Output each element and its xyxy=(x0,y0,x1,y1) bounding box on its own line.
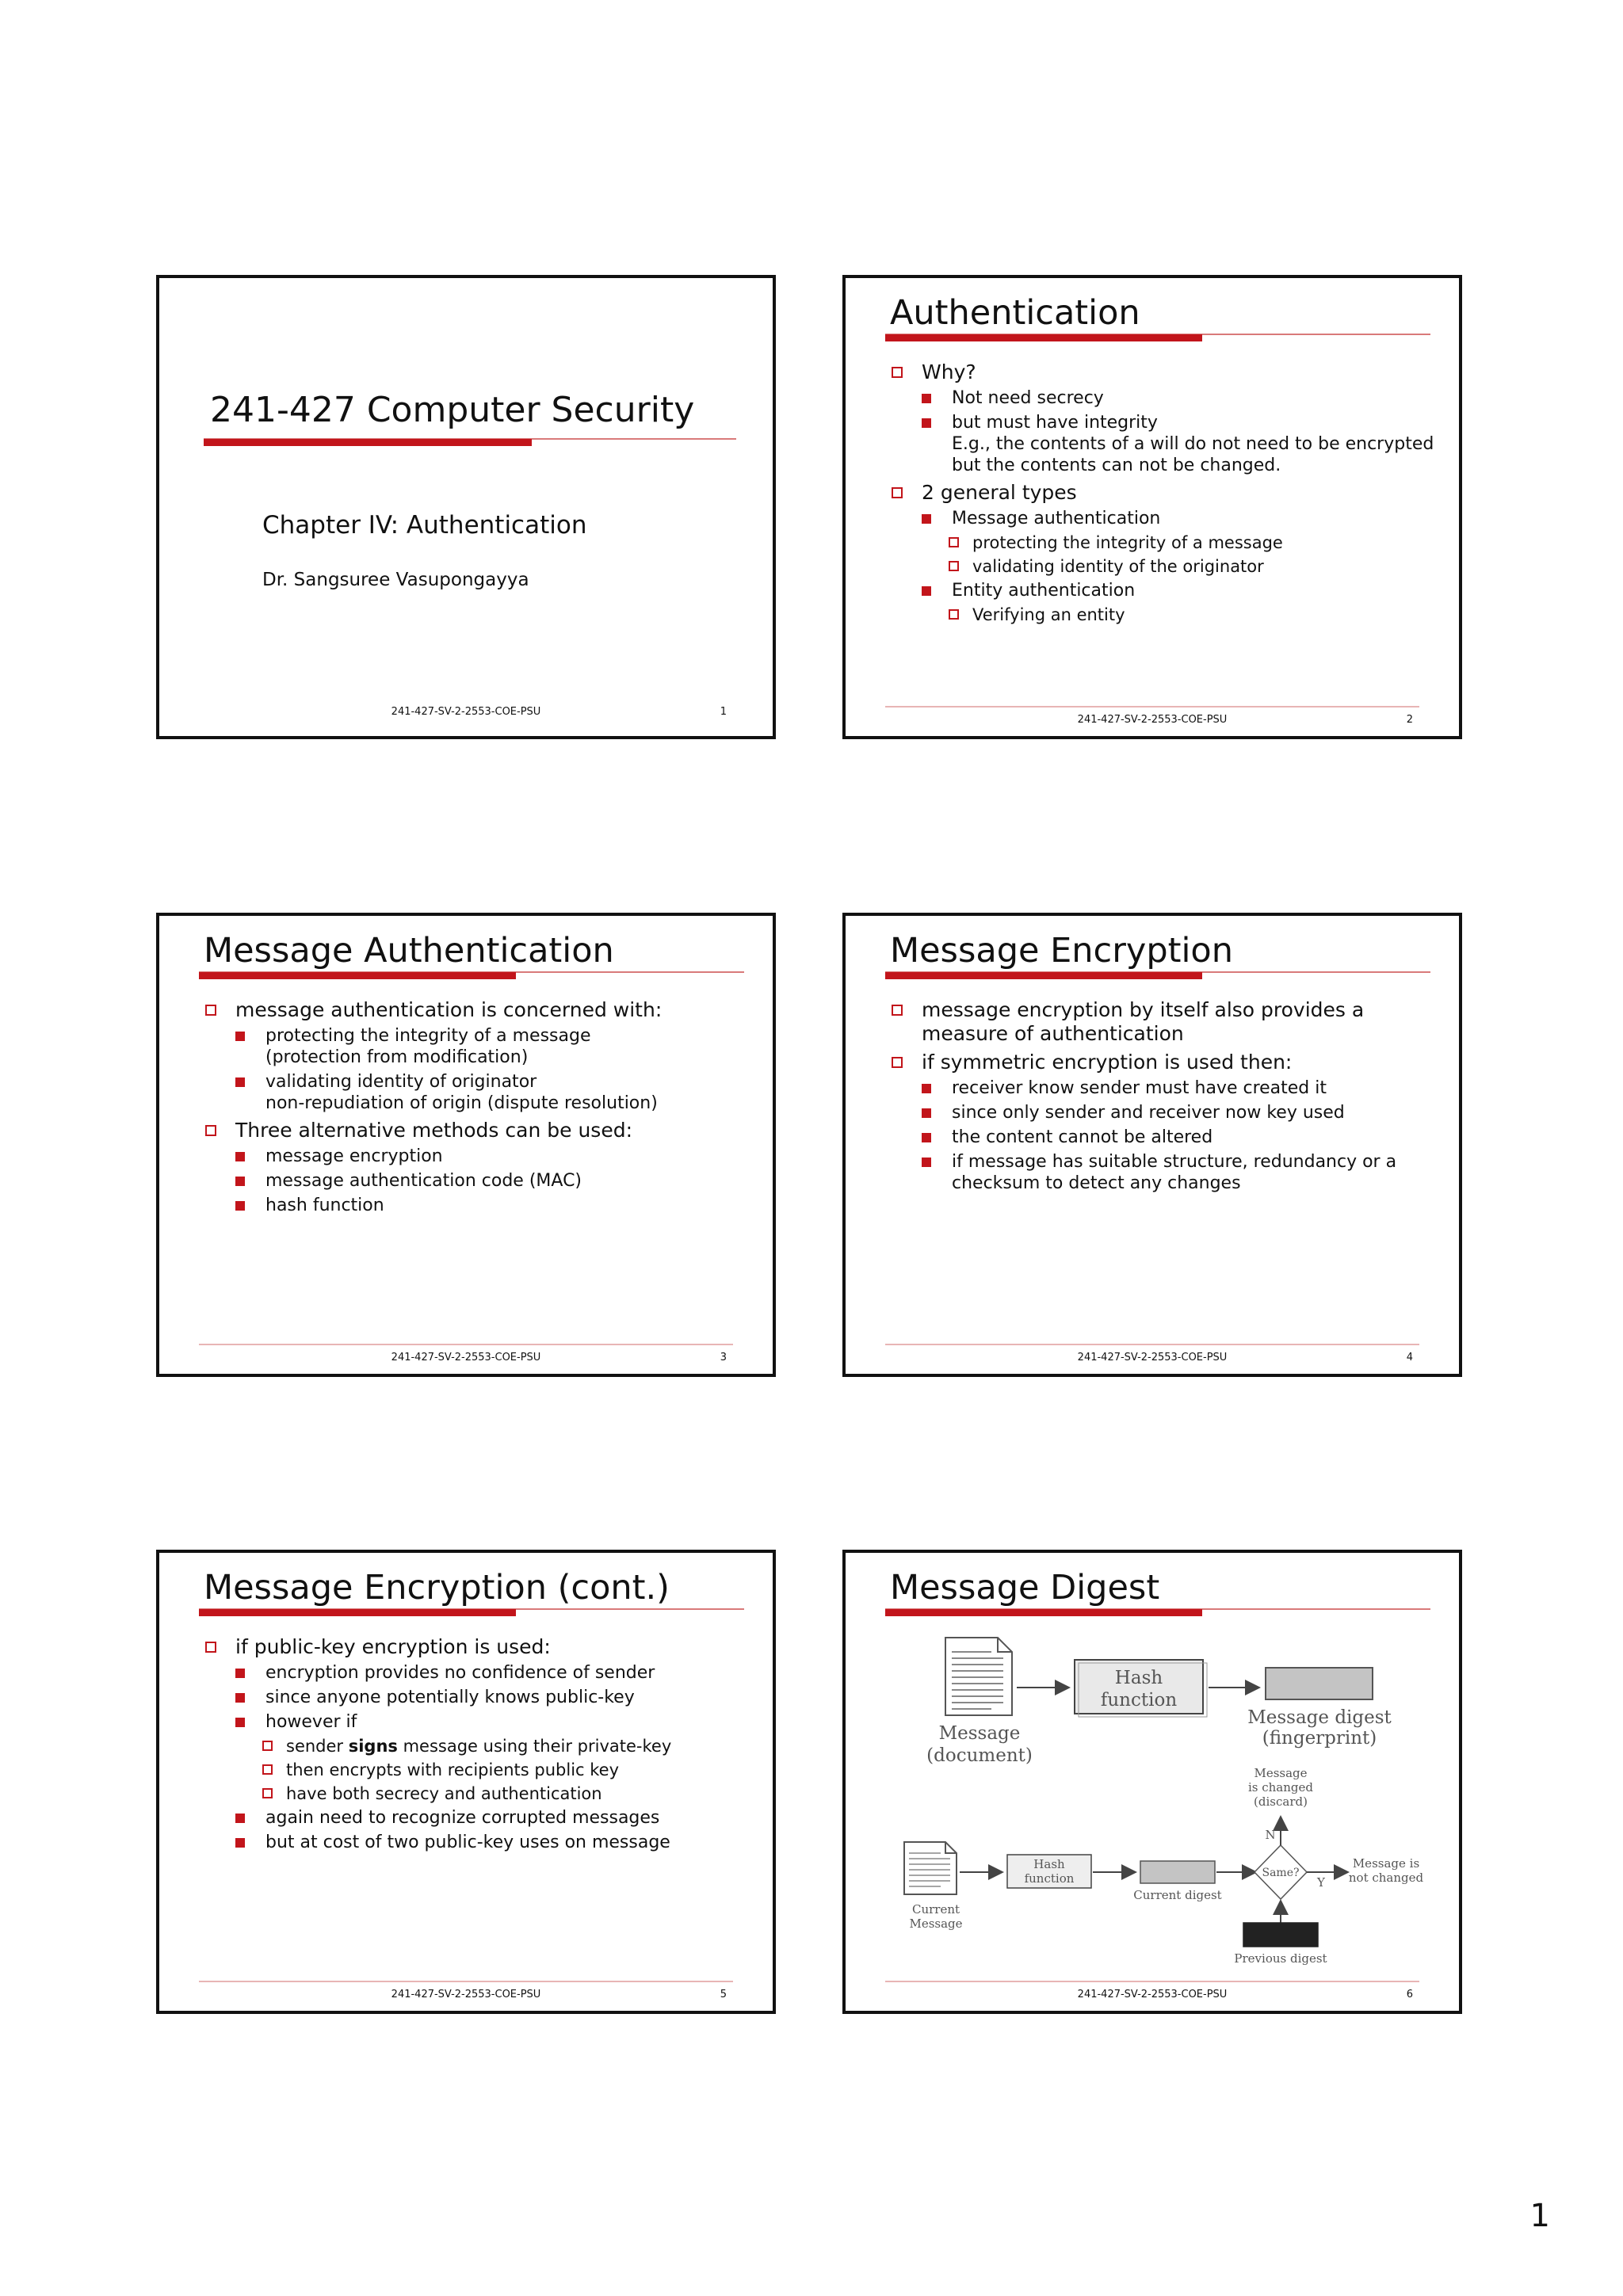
solid-square-bullet-icon xyxy=(922,418,931,428)
hollow-square-bullet-icon xyxy=(262,1741,273,1751)
slide-2 xyxy=(842,275,1462,739)
message-digest-diagram xyxy=(880,1628,1435,1969)
bullet-continuation: E.g., the contents of a will do not need to be encrypted but the contents can not be changed. xyxy=(952,434,1434,475)
solid-square-bullet-icon xyxy=(235,1838,245,1848)
hollow-square-bullet-icon xyxy=(892,367,903,378)
bullet-item: validating identity of originator xyxy=(235,1071,749,1093)
slide-title: Message Encryption (cont.) xyxy=(204,1568,670,1608)
hollow-square-bullet-icon xyxy=(949,609,959,620)
label-current: Current xyxy=(911,1902,960,1917)
title-accent-bar xyxy=(199,972,516,979)
slide-subtitle: Chapter IV: Authentication xyxy=(262,511,587,540)
document-icon xyxy=(945,1638,1012,1715)
bullet-item: protecting the integrity of a message xyxy=(949,532,1435,553)
solid-square-bullet-icon xyxy=(922,1108,931,1118)
hash-label-2: function xyxy=(1100,1690,1178,1711)
hollow-square-bullet-icon xyxy=(205,1005,216,1016)
slide-5 xyxy=(156,1550,776,2014)
bullet-item: validating identity of the originator xyxy=(949,556,1435,577)
footer-divider xyxy=(885,1344,1419,1345)
solid-square-bullet-icon xyxy=(922,394,931,403)
hollow-square-bullet-icon xyxy=(205,1125,216,1136)
solid-square-bullet-icon xyxy=(235,1077,245,1087)
slide-body xyxy=(205,1630,749,1853)
hollow-square-bullet-icon xyxy=(205,1642,216,1653)
bullet-item: message authentication is concerned with: xyxy=(205,998,749,1022)
slide-6 xyxy=(842,1550,1462,2014)
slide-footer: 241-427-SV-2-2553-COE-PSU xyxy=(391,1989,541,2000)
message-digest-box xyxy=(1266,1668,1373,1699)
label-same: Same? xyxy=(1262,1867,1300,1879)
slide-footer: 241-427-SV-2-2553-COE-PSU xyxy=(1077,1989,1228,2000)
bullet-item: if message has suitable structure, redundancy or a checksum to detect any changes xyxy=(922,1151,1435,1194)
slide-footer: 241-427-SV-2-2553-COE-PSU xyxy=(391,1352,541,1363)
solid-square-bullet-icon xyxy=(922,1084,931,1093)
label-fingerprint: (fingerprint) xyxy=(1262,1728,1377,1749)
previous-digest-box xyxy=(1243,1923,1318,1947)
slide-number: 2 xyxy=(1406,714,1413,726)
slide-number: 6 xyxy=(1406,1989,1413,2000)
slide-title: Message Digest xyxy=(890,1568,1160,1608)
slide-body xyxy=(205,994,749,1216)
hollow-square-bullet-icon xyxy=(949,561,959,571)
hollow-square-bullet-icon xyxy=(892,487,903,498)
bullet-item: Not need secrecy xyxy=(922,387,1435,409)
solid-square-bullet-icon xyxy=(235,1718,245,1727)
slide-title: Message Encryption xyxy=(890,931,1233,971)
footer-divider xyxy=(885,706,1419,707)
slide-number: 5 xyxy=(720,1989,727,2000)
page-number: 1 xyxy=(1529,2198,1550,2234)
label-not-changed-1: Message is xyxy=(1352,1856,1420,1871)
slide-footer: 241-427-SV-2-2553-COE-PSU xyxy=(1077,1352,1228,1363)
current-digest-box xyxy=(1140,1861,1215,1883)
solid-square-bullet-icon xyxy=(922,514,931,524)
slide-title: Message Authentication xyxy=(204,931,614,971)
bullet-item: receiver know sender must have created it xyxy=(922,1077,1435,1099)
slide-1 xyxy=(156,275,776,739)
solid-square-bullet-icon xyxy=(235,1693,245,1703)
hollow-square-bullet-icon xyxy=(262,1764,273,1775)
label-changed-1: Message xyxy=(1254,1766,1308,1780)
bullet-item: Entity authentication xyxy=(922,580,1435,601)
footer-divider xyxy=(199,1344,733,1345)
footer-divider xyxy=(199,1981,733,1982)
bullet-item: the content cannot be altered xyxy=(922,1127,1435,1148)
bullet-item: hash function xyxy=(235,1195,749,1216)
bullet-item: since only sender and receiver now key used xyxy=(922,1102,1435,1123)
decision-diamond xyxy=(1254,1845,1307,1899)
hash-small-label-2: function xyxy=(1024,1871,1075,1886)
bullet-continuation: (protection from modification) xyxy=(265,1047,529,1067)
bullet-item: message authentication code (MAC) xyxy=(235,1170,749,1192)
label-changed-2: is changed xyxy=(1247,1780,1314,1794)
slide-body xyxy=(892,356,1435,625)
label-message: Message xyxy=(938,1723,1021,1744)
hollow-square-bullet-icon xyxy=(892,1005,903,1016)
solid-square-bullet-icon xyxy=(235,1177,245,1186)
slide-4 xyxy=(842,913,1462,1377)
solid-square-bullet-icon xyxy=(235,1814,245,1823)
title-accent-bar xyxy=(885,972,1202,979)
bullet-item: message encryption by itself also provides a measure of authentication xyxy=(892,998,1435,1046)
label-y: Y xyxy=(1317,1875,1325,1890)
hash-function-box xyxy=(1075,1660,1207,1717)
label-message-digest: Message digest xyxy=(1247,1707,1392,1728)
bullet-item: if public-key encryption is used: xyxy=(205,1635,749,1659)
bullet-item: message encryption xyxy=(235,1146,749,1167)
solid-square-bullet-icon xyxy=(922,1133,931,1142)
solid-square-bullet-icon xyxy=(235,1201,245,1211)
label-changed-3: (discard) xyxy=(1254,1794,1308,1809)
footer-divider xyxy=(885,1981,1419,1982)
hollow-square-bullet-icon xyxy=(949,537,959,547)
solid-square-bullet-icon xyxy=(922,1158,931,1167)
bullet-item: have both secrecy and authentication xyxy=(262,1783,749,1804)
solid-square-bullet-icon xyxy=(235,1669,245,1678)
bullet-item: encryption provides no confidence of sender xyxy=(235,1662,749,1684)
hollow-square-bullet-icon xyxy=(262,1788,273,1798)
label-current-digest: Current digest xyxy=(1133,1888,1222,1902)
slide-number: 3 xyxy=(720,1352,727,1363)
label-document: (document) xyxy=(926,1745,1033,1766)
slide-3 xyxy=(156,913,776,1377)
title-accent-bar xyxy=(885,334,1202,341)
slide-number: 1 xyxy=(720,706,727,718)
slide-footer: 241-427-SV-2-2553-COE-PSU xyxy=(391,706,541,718)
title-accent-bar xyxy=(885,1609,1202,1616)
slide-number: 4 xyxy=(1406,1352,1413,1363)
bullet-item: then encrypts with recipients public key xyxy=(262,1760,749,1780)
solid-square-bullet-icon xyxy=(235,1032,245,1041)
label-current-message: Message xyxy=(909,1917,963,1931)
bullet-item: 2 general types xyxy=(892,481,1435,505)
hash-label-1: Hash xyxy=(1114,1668,1163,1688)
solid-square-bullet-icon xyxy=(922,586,931,596)
label-previous-digest: Previous digest xyxy=(1234,1951,1327,1966)
bullet-continuation: non-repudiation of origin (dispute resolution) xyxy=(265,1093,658,1113)
bullet-item: Message authentication xyxy=(922,508,1435,529)
bullet-item: again need to recognize corrupted messages xyxy=(235,1807,749,1829)
bullet-item: protecting the integrity of a message xyxy=(235,1025,749,1047)
bullet-item: Three alternative methods can be used: xyxy=(205,1119,749,1142)
label-n: N xyxy=(1265,1828,1276,1842)
title-accent-bar xyxy=(204,439,532,446)
bullet-item: Verifying an entity xyxy=(949,605,1435,625)
title-accent-bar xyxy=(199,1609,516,1616)
hash-function-box-small xyxy=(1007,1855,1091,1888)
slide-title: 241-427 Computer Security xyxy=(210,390,695,430)
current-message-icon xyxy=(904,1842,957,1894)
slide-title: Authentication xyxy=(890,293,1140,333)
hollow-square-bullet-icon xyxy=(892,1057,903,1068)
hash-small-label-1: Hash xyxy=(1033,1857,1065,1871)
slide-body xyxy=(892,994,1435,1194)
solid-square-bullet-icon xyxy=(235,1152,245,1161)
bullet-item: if symmetric encryption is used then: xyxy=(892,1051,1435,1074)
bullet-item: however if xyxy=(235,1711,749,1733)
bullet-item: since anyone potentially knows public-key xyxy=(235,1687,749,1708)
bullet-item: but must have integrity xyxy=(922,412,1435,433)
label-not-changed-2: not changed xyxy=(1348,1871,1424,1885)
slide-footer: 241-427-SV-2-2553-COE-PSU xyxy=(1077,714,1228,726)
bullet-item: Why? xyxy=(892,360,1435,384)
bullet-item: but at cost of two public-key uses on message xyxy=(235,1832,749,1853)
slide-author: Dr. Sangsuree Vasupongayya xyxy=(262,570,529,590)
bullet-item: sender signs message using their private-key xyxy=(262,1736,749,1756)
